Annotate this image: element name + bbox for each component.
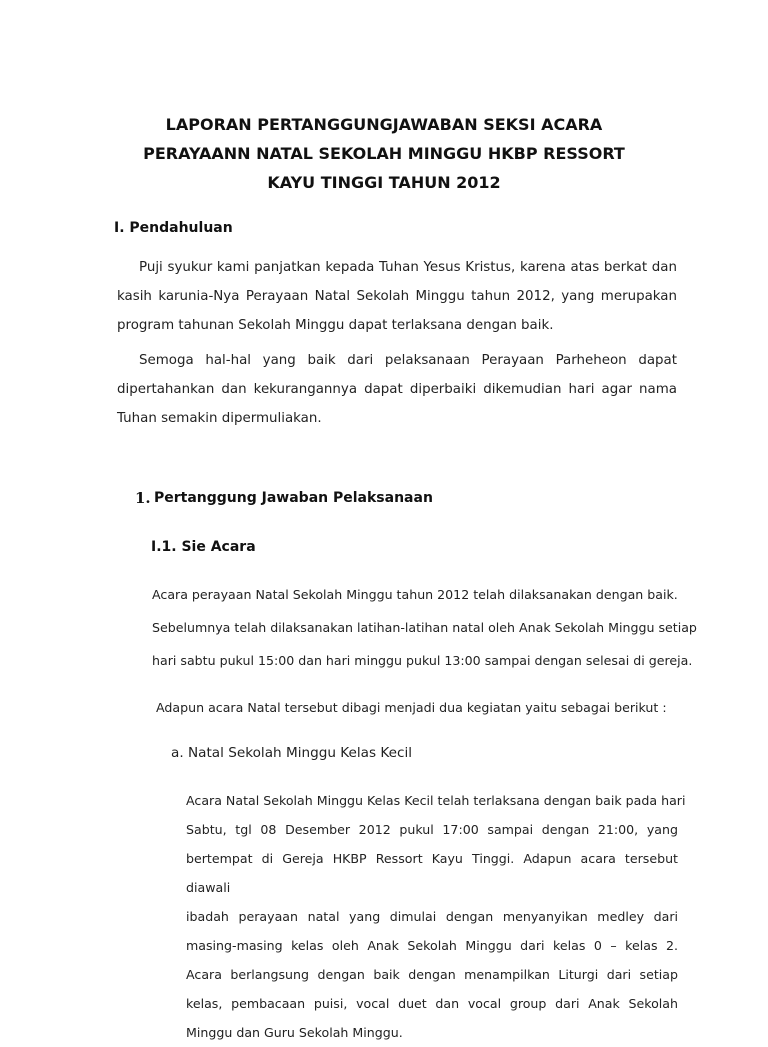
paragraph-line: Puji syukur kami panjatkan kepada Tuhan Yesus Kristus, karena atas berkat dan (139, 260, 677, 275)
paragraph-line: kelas, pembacaan puisi, vocal duet dan vocal group dari Anak Sekolah (186, 996, 678, 1011)
body-line: Sebelumnya telah dilaksanakan latihan-latihan natal oleh Anak Sekolah Minggu setiap (152, 620, 697, 635)
paragraph-pendahuluan-2 (117, 346, 677, 433)
paragraph-line: ibadah perayaan natal yang dimulai dengan menyanyikan medley dari (186, 909, 678, 924)
section-heading-pelaksanaan: Pertanggung Jawaban Pelaksanaan (154, 490, 433, 506)
document-title (100, 110, 668, 197)
sub-heading-sie-acara: I.1. Sie Acara (151, 539, 256, 555)
body-line: hari sabtu pukul 15:00 dan hari minggu pukul 13:00 sampai dengan selesai di gereja. (152, 653, 693, 668)
intro-line: Adapun acara Natal tersebut dibagi menjadi dua kegiatan yaitu sebagai berikut : (156, 700, 667, 715)
section-number: 1. (135, 489, 151, 507)
paragraph-line: masing-masing kelas oleh Anak Sekolah Minggu dari kelas 0 – kelas 2. (186, 938, 678, 953)
paragraph-line: Minggu dan Guru Sekolah Minggu. (186, 1025, 403, 1040)
section-heading-pendahuluan: I. Pendahuluan (114, 220, 233, 236)
paragraph-pendahuluan-1 (117, 253, 677, 340)
paragraph-line: Semoga hal-hal yang baik dari pelaksanaan Perayaan Parheheon dapat (139, 353, 677, 368)
title-line-2: PERAYAANN NATAL SEKOLAH MINGGU HKBP RESSORT (143, 144, 625, 163)
paragraph-line: program tahunan Sekolah Minggu dapat terlaksana dengan baik. (117, 318, 554, 333)
list-item-a-title: a. Natal Sekolah Minggu Kelas Kecil (171, 745, 413, 761)
title-line-3: KAYU TINGGI TAHUN 2012 (267, 173, 501, 192)
paragraph-item-a (186, 786, 686, 1047)
paragraph-line: kasih karunia-Nya Perayaan Natal Sekolah Minggu tahun 2012, yang merupakan (117, 289, 677, 304)
paragraph-line: dipertahankan dan kekurangannya dapat diperbaiki dikemudian hari agar nama (117, 382, 677, 397)
paragraph-line: Acara berlangsung dengan baik dengan menampilkan Liturgi dari setiap (186, 967, 678, 982)
body-line: Acara perayaan Natal Sekolah Minggu tahun 2012 telah dilaksanakan dengan baik. (152, 587, 678, 602)
paragraph-line: bertempat di Gereja HKBP Ressort Kayu Tinggi. Adapun acara tersebut diawali (186, 851, 678, 895)
paragraph-line: Tuhan semakin dipermuliakan. (117, 411, 322, 426)
paragraph-line: Sabtu, tgl 08 Desember 2012 pukul 17:00 sampai dengan 21:00, yang (186, 822, 678, 837)
paragraph-line: Acara Natal Sekolah Minggu Kelas Kecil telah terlaksana dengan baik pada hari (186, 793, 686, 808)
title-line-1: LAPORAN PERTANGGUNGJAWABAN SEKSI ACARA (165, 115, 603, 134)
